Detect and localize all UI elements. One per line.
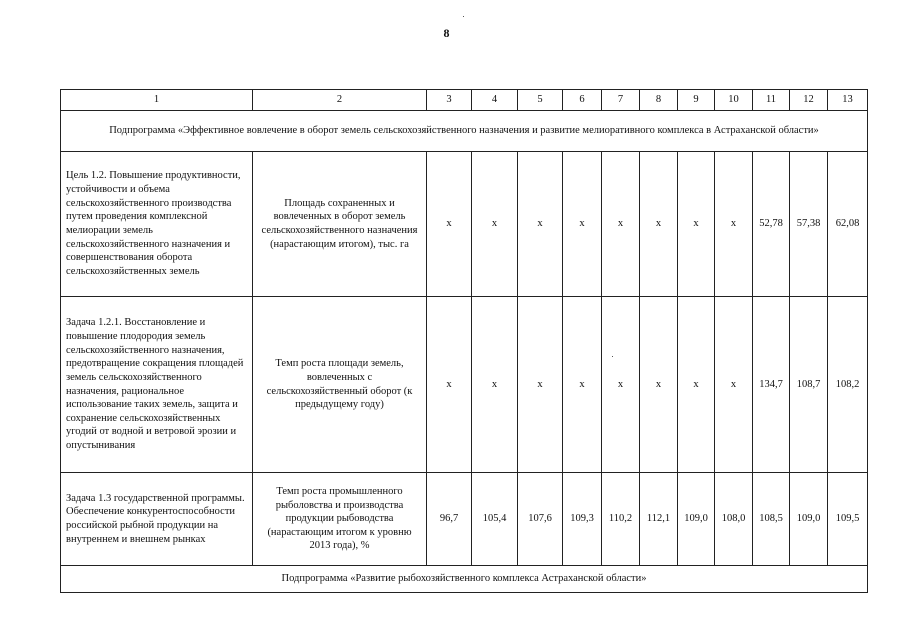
page-number: 8 xyxy=(443,26,450,40)
value-cell: x xyxy=(563,152,602,297)
value-cell: 109,0 xyxy=(678,473,715,566)
value-cell: 57,38 xyxy=(790,152,828,297)
indicator-text: Темп роста промышленного рыболовства и производства продукции рыбоводства (нарастающим итогом к уровню 2013 года), % xyxy=(253,473,427,566)
value-cell: x xyxy=(602,297,640,473)
column-number-row xyxy=(61,90,868,111)
subprogram-row xyxy=(61,111,868,152)
column-number: 12 xyxy=(790,90,828,111)
subprogram-title: Подпрограмма «Эффективное вовлечение в оборот земель сельскохозяйственного назначения и развитие мелиоративного комплекса в Астраханской области» xyxy=(61,111,868,152)
value-cell: x xyxy=(678,297,715,473)
value-cell: x xyxy=(427,152,472,297)
value-cell: x xyxy=(640,297,678,473)
goal-text: Цель 1.2. Повышение продуктивности, устойчивости и объема сельскохозяйственного производства путем проведения комплексной мелиорации земель сельскохозяйственного назначения и совершенствования оборота сельскохозяйственных земель xyxy=(61,152,253,297)
value-cell: 108,5 xyxy=(753,473,790,566)
value-cell: 108,0 xyxy=(715,473,753,566)
column-number: 9 xyxy=(678,90,715,111)
value-cell: 96,7 xyxy=(427,473,472,566)
value-cell: 109,0 xyxy=(790,473,828,566)
value-cell: x xyxy=(602,152,640,297)
value-cell: 108,2 xyxy=(828,297,868,473)
value-cell: x xyxy=(678,152,715,297)
value-cell: x xyxy=(518,297,563,473)
indicators-table xyxy=(60,89,868,593)
value-cell: 108,7 xyxy=(790,297,828,473)
column-number: 5 xyxy=(518,90,563,111)
table-row xyxy=(61,152,868,297)
column-number: 2 xyxy=(253,90,427,111)
indicator-text: Темп роста площади земель, вовлеченных с сельскохозяйственный оборот (к предыдущему году) xyxy=(253,297,427,473)
column-number: 6 xyxy=(563,90,602,111)
task-text: Задача 1.3 государственной программы. Обеспечение конкурентоспособности российской рыбной продукции на внутреннем и внешнем рынках xyxy=(61,473,253,566)
value-cell: x xyxy=(427,297,472,473)
value-cell: x xyxy=(563,297,602,473)
column-number: 1 xyxy=(61,90,253,111)
value-cell: x xyxy=(518,152,563,297)
value-cell: 109,3 xyxy=(563,473,602,566)
value-cell: 62,08 xyxy=(828,152,868,297)
value-cell: 52,78 xyxy=(753,152,790,297)
value-cell: x xyxy=(472,152,518,297)
column-number: 4 xyxy=(472,90,518,111)
value-cell: 105,4 xyxy=(472,473,518,566)
column-number: 8 xyxy=(640,90,678,111)
table-row xyxy=(61,473,868,566)
value-cell: x xyxy=(715,152,753,297)
table-row xyxy=(61,297,868,473)
indicator-text: Площадь сохраненных и вовлеченных в оборот земель сельскохозяйственного назначения (нарастающим итогом), тыс. га xyxy=(253,152,427,297)
value-cell: x xyxy=(640,152,678,297)
value-cell: 110,2 xyxy=(602,473,640,566)
subprogram-title: Подпрограмма «Развитие рыбохозяйственного комплекса Астраханской области» xyxy=(61,566,868,593)
value-cell: 134,7 xyxy=(753,297,790,473)
value-cell: x xyxy=(715,297,753,473)
subprogram-row xyxy=(61,566,868,593)
scan-speck xyxy=(463,16,464,17)
column-number: 3 xyxy=(427,90,472,111)
column-number: 13 xyxy=(828,90,868,111)
task-text: Задача 1.2.1. Восстановление и повышение плодородия земель сельскохозяйственного назначения, предотвращение сокращения площадей земель сельскохозяйственного назначения, рациональное использование таких земель, защита и сохранение сельскохозяйственных угодий от водной и ветровой эрозии и опустынивания xyxy=(61,297,253,473)
column-number: 11 xyxy=(753,90,790,111)
value-cell: x xyxy=(472,297,518,473)
column-number: 7 xyxy=(602,90,640,111)
column-number: 10 xyxy=(715,90,753,111)
value-cell: 112,1 xyxy=(640,473,678,566)
value-cell: 109,5 xyxy=(828,473,868,566)
value-cell: 107,6 xyxy=(518,473,563,566)
